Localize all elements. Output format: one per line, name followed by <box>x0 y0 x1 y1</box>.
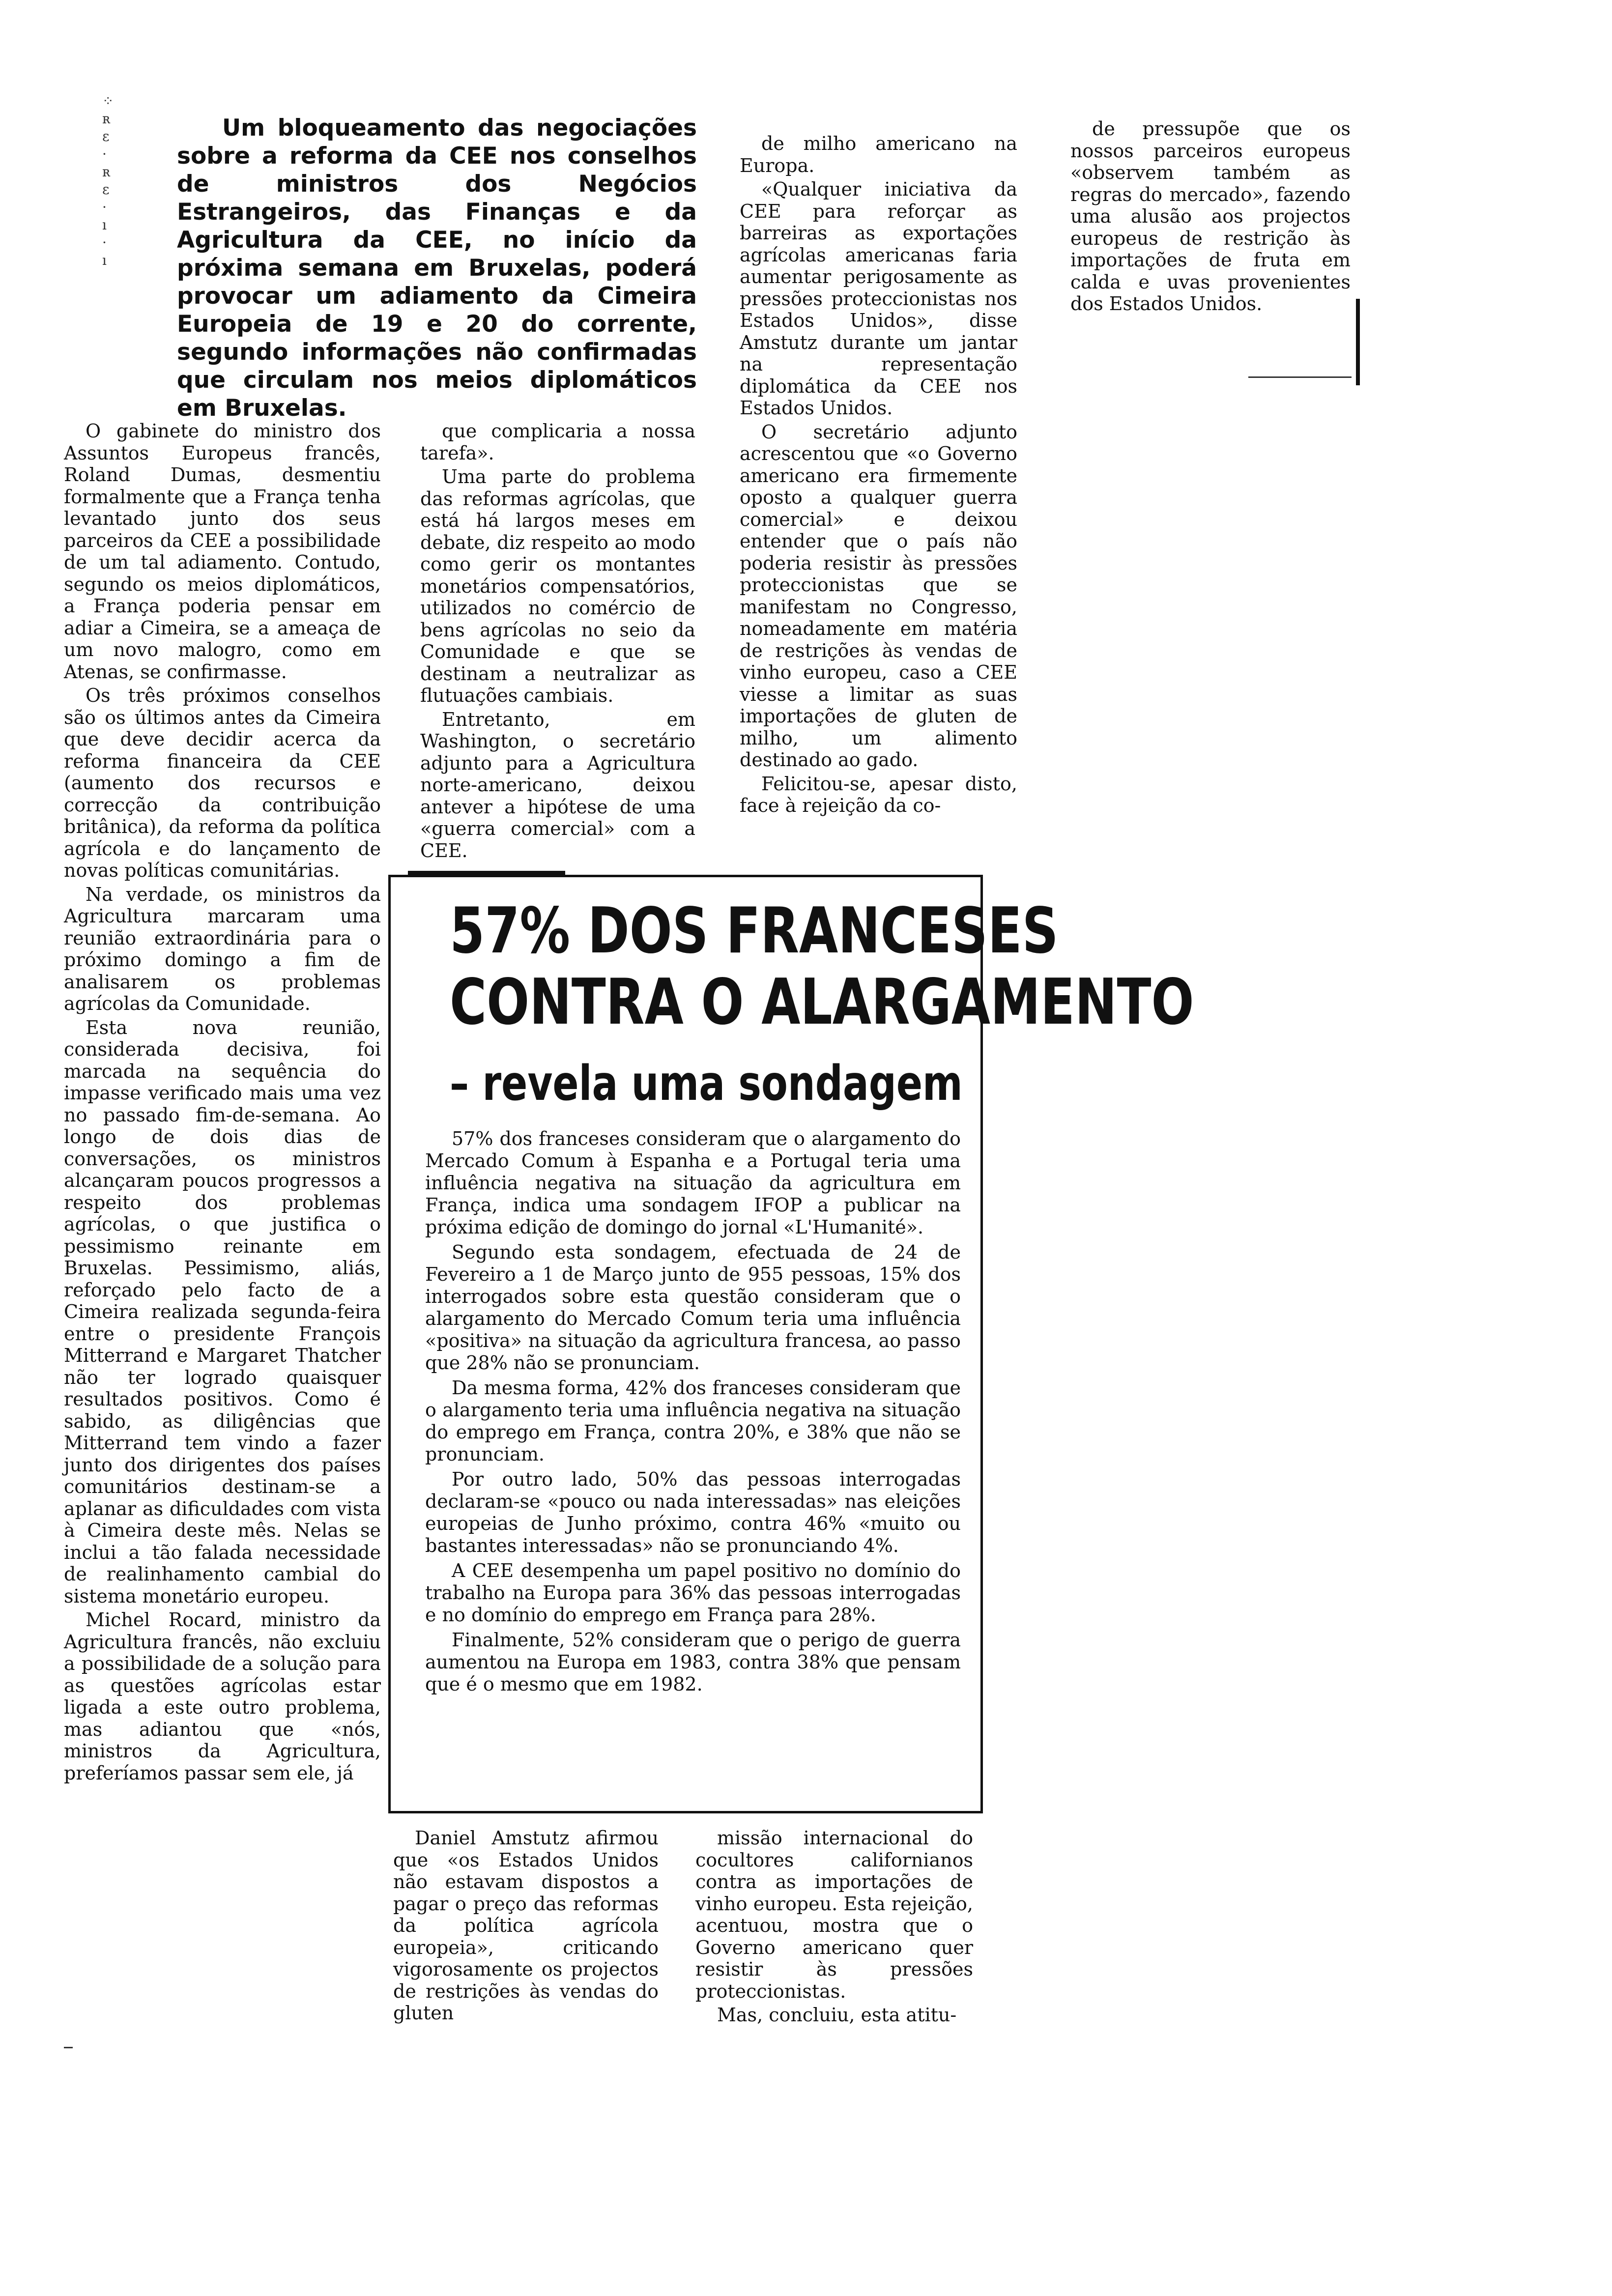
box-subheadline: – revela uma sondagem <box>450 1056 963 1112</box>
box-paragraph: 57% dos franceses consideram que o alargamento do Mercado Comum à Espanha e a Portugal teria uma influência negativa na situação da agricultura em França, indica uma sondagem IFOP a publicar na próxima edição de domingo do jornal «L'Humanité». <box>425 1128 961 1238</box>
article-column-2 <box>420 420 695 863</box>
col1-paragraph: Na verdade, os ministros da Agricultura marcaram uma reunião extraordinária para o próximo domingo a fim de analisarem os problemas agrícolas da Comunidade. <box>64 883 381 1014</box>
col1-paragraph: Michel Rocard, ministro da Agricultura francês, não excluiu a possibilidade de a solução para as questões agrícolas estar ligada a este outro problema, mas adiantou que «nós, ministros da Agricultura, preferíamos passar sem ele, já <box>64 1609 381 1784</box>
col5-paragraph: Daniel Amstutz afirmou que «os Estados Unidos não estavam dispostos a pagar o preço das reformas da política agrícola europeia», criticando vigorosamente os projectos de restrições às vendas do gluten <box>393 1827 659 2024</box>
col3-paragraph: de milho americano na Europa. <box>740 133 1017 176</box>
box-paragraph: A CEE desempenha um papel positivo no domínio do trabalho na Europa para 36% das pessoas interrogadas e no domínio do emprego em França para 28%. <box>425 1560 961 1626</box>
box-paragraph: Finalmente, 52% consideram que o perigo de guerra aumentou na Europa em 1983, contra 38% que pensam que é o mesmo que em 1982. <box>425 1629 961 1695</box>
box-paragraph: Por outro lado, 50% das pessoas interrogadas declaram-se «pouco ou nada interessadas» nas eleições europeias de Junho próximo, contra 46% «muito ou bastantes interessadas» não se pronunciando 4%. <box>425 1468 961 1556</box>
column-rule-horizontal <box>1248 376 1352 378</box>
col6-paragraph: Mas, concluiu, esta atitu- <box>717 2004 957 2026</box>
col3-paragraph: «Qualquer iniciativa da CEE para reforçar as barreiras as exportações agrícolas americanas faria aumentar perigosamente as pressões proteccionistas nos Estados Unidos», disse Amstutz durante um jantar na representação diplomática da CEE nos Estados Unidos. <box>740 178 1017 419</box>
lead-text: Um bloqueamento das negociações sobre a reforma da CEE nos conselhos de ministros dos Negócios Estrangeiros, das Finanças e da Agricultura da CEE, no início da próxima semana em Bruxelas, poderá provocar um adiamento da Cimeira Europeia de 19 e 20 do corrente, segundo informações não confirmadas que circulam nos meios diplomáticos em Bruxelas. <box>177 115 697 422</box>
box-headline-line-2: CONTRA O ALARGAMENTO <box>450 966 1194 1039</box>
col1-paragraph: Esta nova reunião, considerada decisiva, foi marcada na sequência do impasse verificado mais uma vez no passado fim-de-semana. Ao longo de dois dias de conversações, os ministros alcançaram poucos progressos a respeito dos problemas agrícolas, o que justifica o pessimismo reinante em Bruxelas. Pessimismo, aliás, reforçado pelo facto de a Cimeira realizada segunda-feira entre o presidente François Mitterrand e Margaret Thatcher não ter logrado quaisquer resultados positivos. Como é sabido, as diligências que Mitterrand tem vindo a fazer junto dos dirigentes dos países comunitários destinam-se a aplanar as dificuldades com vista à Cimeira deste mês. Nelas se inclui a tão falada necessidade de realinhamento cambial do sistema monetário europeu. <box>64 1016 381 1607</box>
col1-paragraph: Os três próximos conselhos são os últimos antes da Cimeira que deve decidir acerca da reforma financeira da CEE (aumento dos recursos e correcção da contribuição britânica), da reforma da política agrícola e do lançamento de novas políticas comunitárias. <box>64 685 381 881</box>
lead-paragraph <box>177 114 697 422</box>
col1-paragraph: O gabinete do ministro dos Assuntos Europeus francês, Roland Dumas, desmentiu formalmente que a França tenha levantado junto dos seus parceiros da CEE a possibilidade de um tal adiamento. Contudo, segundo os meios diplomáticos, a França poderia pensar em adiar a Cimeira, se a ameaça de um novo malogro, como em Atenas, se confirmasse. <box>64 420 381 683</box>
sidebar-box <box>388 875 1194 1813</box>
article-column-5 <box>393 1827 659 2026</box>
article-column-3 <box>740 133 1017 819</box>
column-rule-vertical <box>1356 299 1360 385</box>
col3-paragraph: Felicitou-se, apesar disto, face à rejeição da co- <box>740 773 1017 816</box>
col4-paragraph: de pressupõe que os nossos parceiros europeus «observem também as regras do mercado», fazendo uma alusão aos projectos europeus de restrição às importações de fruta em calda e uvas provenientes dos Estados Unidos. <box>1070 118 1351 315</box>
end-mark <box>64 2047 73 2048</box>
article-column-6 <box>695 1827 973 2028</box>
box-paragraph: Segundo esta sondagem, efectuada de 24 de Fevereiro a 1 de Março junto de 955 pessoas, 15% dos interrogados sobre esta questão consideram que o alargamento do Mercado Comum teria uma influência «positiva» na situação da agricultura francesa, ao passo que 28% não se pronunciam. <box>425 1241 961 1374</box>
col2-paragraph: Uma parte do problema das reformas agrícolas, que está há largos meses em debate, diz respeito ao modo como gerir os montantes monetários compensatórios, utilizados no comércio de bens agrícolas no seio da Comunidade e que se destinam a neutralizar as flutuações cambiais. <box>420 466 695 706</box>
article-column-1 <box>64 420 381 1786</box>
box-body <box>425 1128 961 1698</box>
col2-paragraph: Entretanto, em Washington, o secretário adjunto para a Agricultura norte-americano, deixou antever a hipótese de uma «guerra comercial» com a CEE. <box>420 708 695 861</box>
box-paragraph: Da mesma forma, 42% dos franceses consideram que o alargamento teria uma influência negativa na situação do emprego em França, contra 20%, e 38% que não se pronunciam. <box>425 1377 961 1465</box>
margin-speckles: ⁘ ʀ ε · ʀ ε · ı · ı <box>102 93 114 268</box>
box-headline-line-1: 57% DOS FRANCESES <box>450 894 1059 968</box>
article-column-4 <box>1070 118 1351 317</box>
col6-paragraph: missão internacional do cocultores californianos contra as importações de vinho europeu. Esta rejeição, acentuou, mostra que o Governo americano quer resistir às pressões proteccionistas. <box>695 1827 973 2002</box>
col2-paragraph: que complicaria a nossa tarefa». <box>420 420 695 464</box>
col3-paragraph: O secretário adjunto acrescentou que «o Governo americano era firmemente oposto a qualquer guerra comercial» e deixou entender que o país não poderia resistir às pressões proteccionistas que se manifestam no Congresso, nomeadamente em matéria de restrições às vendas de vinho europeu, caso a CEE viesse a limitar as suas importações de gluten de milho, um alimento destinado ao gado. <box>740 421 1017 771</box>
